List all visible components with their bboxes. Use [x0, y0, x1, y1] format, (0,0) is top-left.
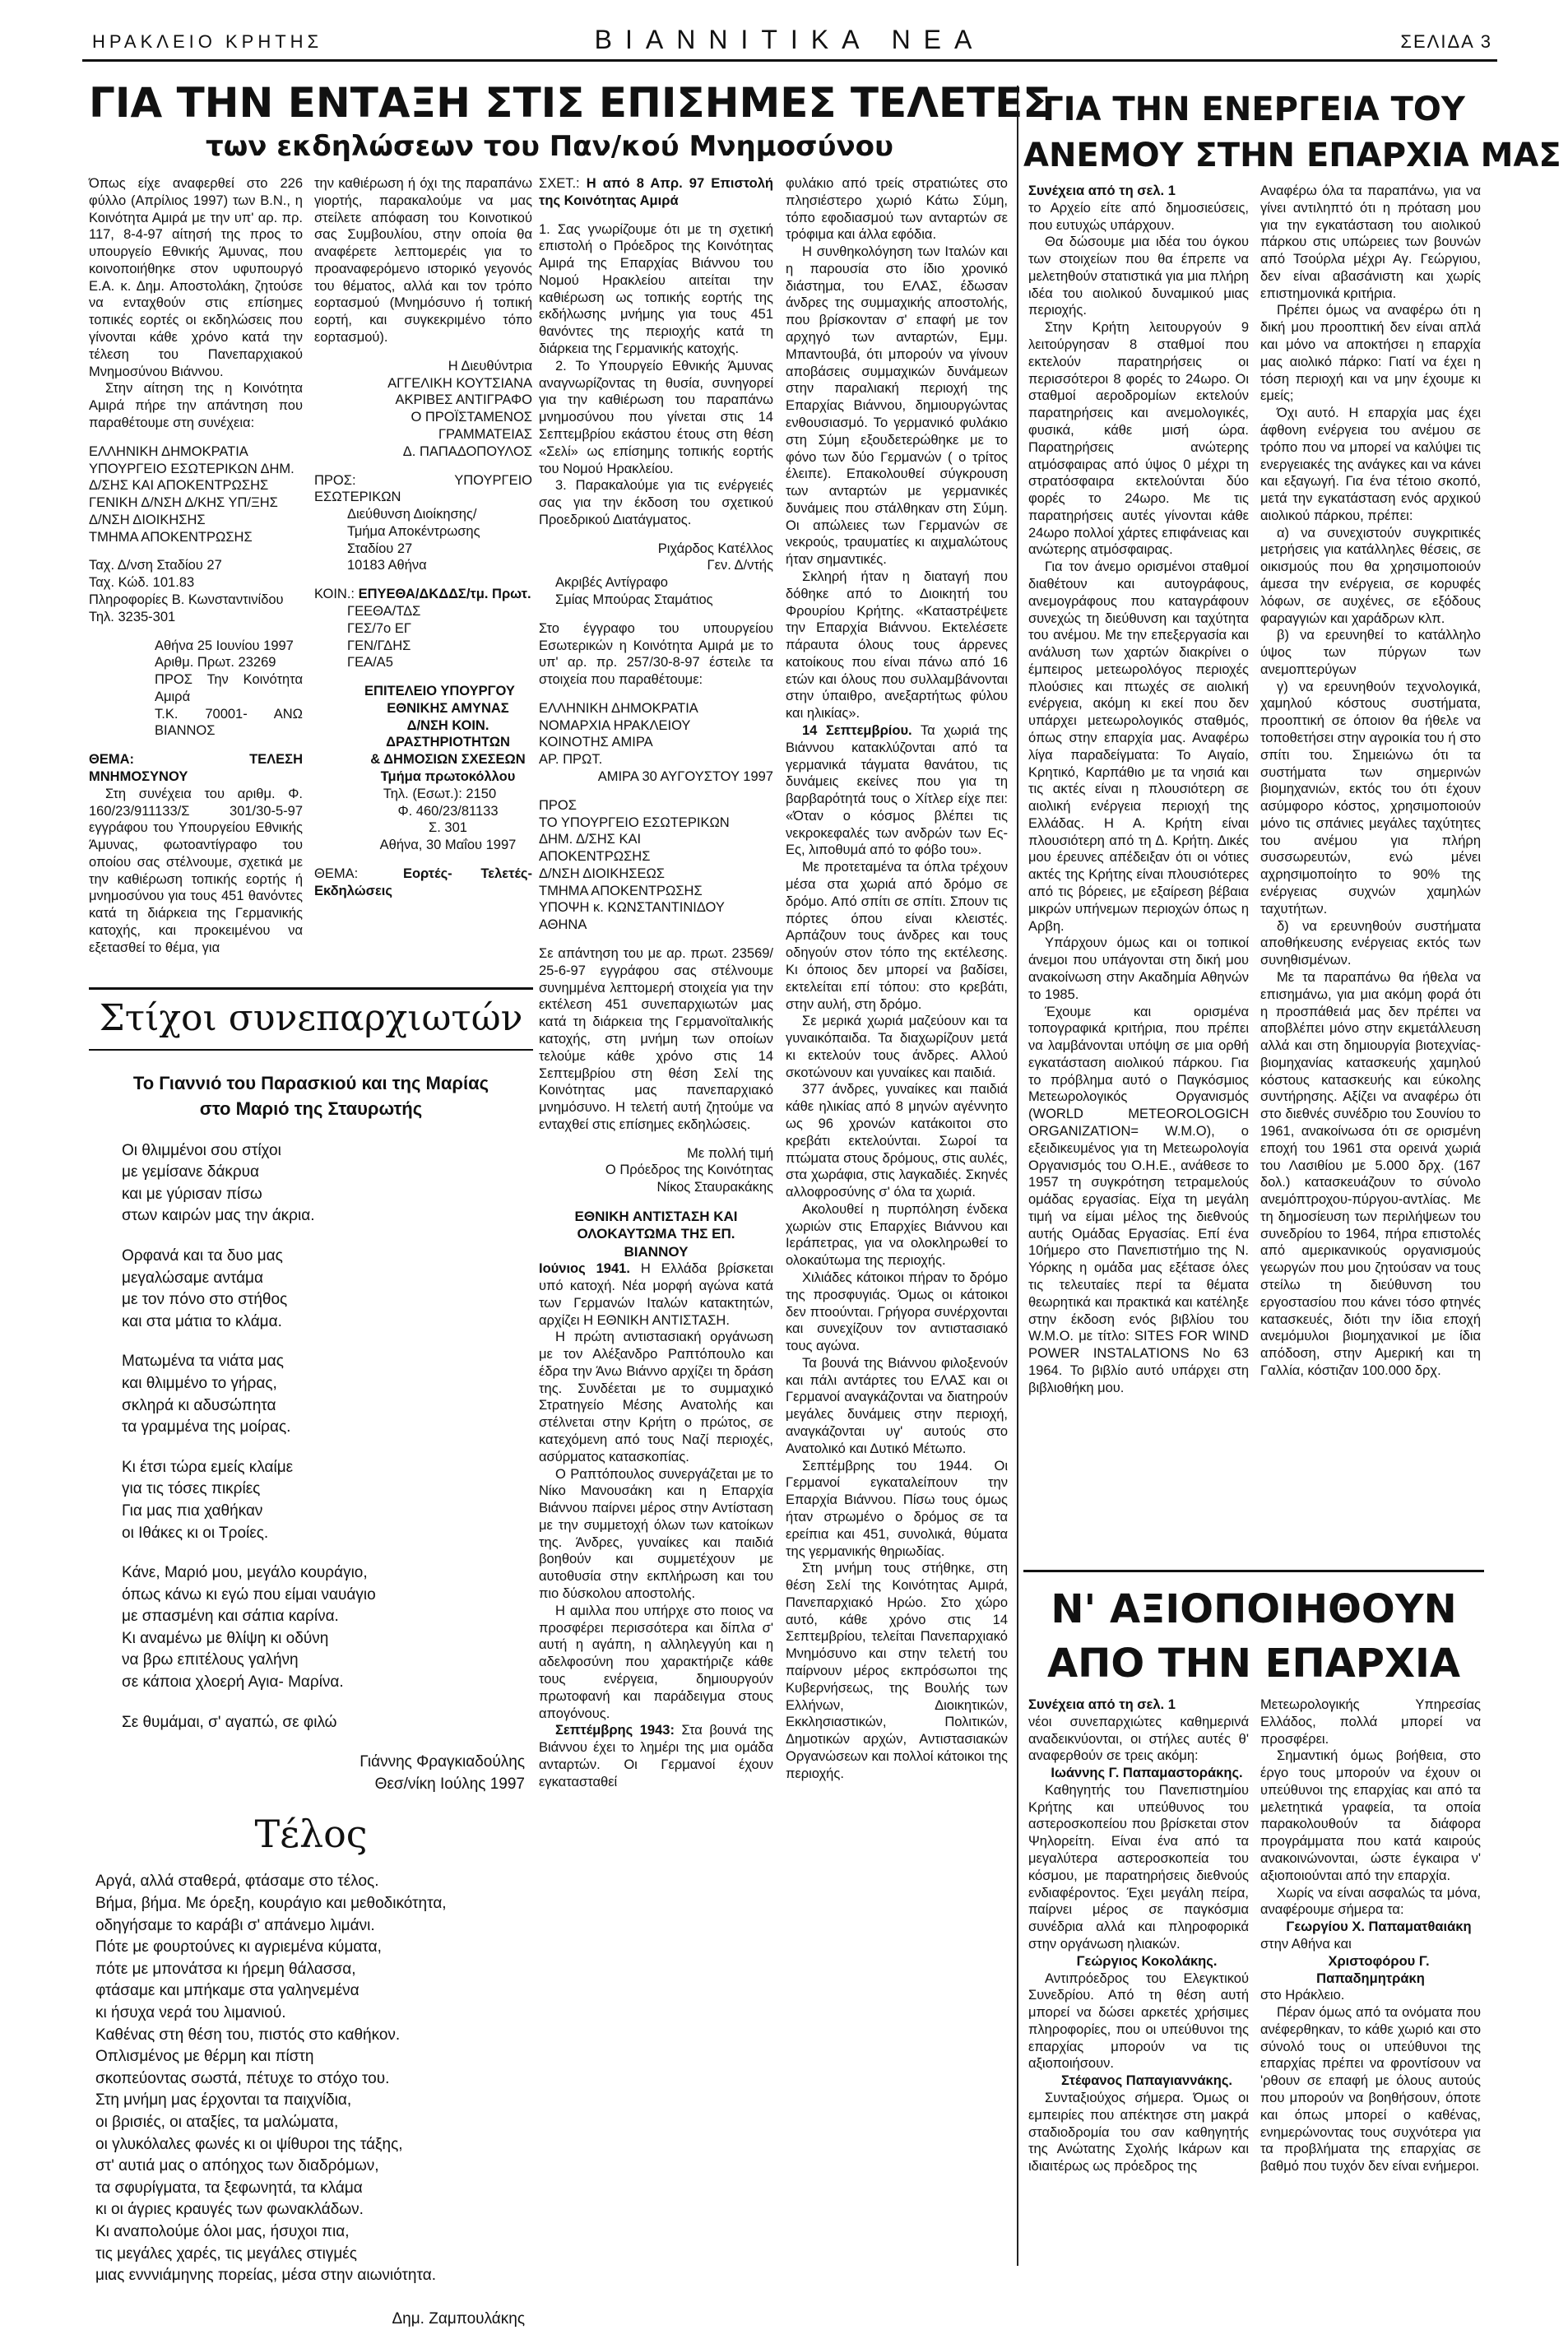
pros-line: ΥΠΟΨΗ κ. ΚΩΝΣΤΑΝΤΙΝΙΔΟΥ: [539, 900, 725, 916]
masthead-newspaper-title: ΒΙΑΝΝΙΤΙΚΑ ΝΕΑ: [594, 25, 986, 54]
article3-column-a: [1028, 1696, 1249, 2264]
date-line: Αθήνα 25 Ιουνίου 1997: [155, 638, 294, 653]
article3-paragraph: Σημαντική όμως βοήθεια, στο έργο τους μπορούν να έχουν οι υπεύθυνοι της επαρχίας και από τα μελετητικά γραφεία, τα οποία παρακολουθούν τα διάφορα προγράμματα που κατά καιρούς ανακοινώνονται, ώστε έγκαιρα ν' αξιοποιούνται από την επαρχία.: [1260, 1748, 1481, 1883]
poem-line: Κι αναπολούμε όλοι μας, ήσυχοι πια,: [95, 2222, 350, 2240]
poem-line: με τον πόνο στο στήθος: [122, 1291, 288, 1309]
article1-column-2: [314, 175, 532, 982]
poem-line: Κι αναμένω με θλίψη κι οδύνη: [122, 1629, 329, 1647]
article2-paragraph: Αναφέρω όλα τα παραπάνω, για να γίνει αντιληπτό ότι η πρόταση μου για την εγκατάσταση του αιολικού πάρκου στις υπώρειες των βουνών από Τσούρλα μέχρι Αγ. Γεώργιου, δεν είναι αβασάνιστη και χωρίς επιστημονικά κριτήρια.: [1260, 183, 1481, 301]
history-text: Τα χωριά της Βιάννου κατακλύζονται από τα γερμανικά τάγματα θανάτου, τις δυνάμεις εκείνες που για τη βαρβαρότητά τους ο Χίτλερ είχε πει: «Όταν ο κόσμος βλέπει τις νεκροκεφαλές των ανδρών των Ες- Ες, λιποθυμά από το φόβο του».: [786, 723, 1008, 858]
address-line: Τηλ. 3235-301: [89, 609, 176, 624]
address-line: Ταχ. Δ/νση Σταδίου 27: [89, 558, 222, 573]
pros-value: ΥΠΟΥΡΓΕΙΟ ΕΣΩΤΕΡΙΚΩΝ: [314, 472, 532, 505]
poem-stanza: [122, 1562, 533, 1694]
ministry-detail: Τηλ. (Εσωτ.): 2150: [383, 786, 497, 801]
poem-line: και με γύρισαν πίσω: [122, 1185, 262, 1203]
sxet-label: ΣΧΕΤ.:: [539, 176, 580, 191]
signature-line: Γεν. Δ/ντής: [707, 558, 773, 573]
thema-value: Εορτές- Τελετές- Εκδηλώσεις: [314, 866, 532, 898]
poem1-place-date: Θεσ/νίκη Ιούλης 1997: [374, 1775, 525, 1793]
person-name: Ιωάννης Γ. Παπαμαστοράκης.: [1051, 1766, 1243, 1781]
history-paragraph: Με προτεταμένα τα όπλα τρέχουν μέσα στα χωριά από δρόμο σε δρόμο. Από σπίτι σε σπίτι. Σπουν τις πόρτες όπου είναι κλειστές. Αρπάζουν τους άνδρες και τους οδηγούν στον τόπο της εκτέλεσης. Κι όποιος δεν μπορεί να βαδίσει, εκτελείται επί τόπου: στο κρεβάτι, στην αυλή, στη δρόμο.: [786, 860, 1008, 1012]
article2-paragraph: δ) να ερευνηθούν συστήματα αποθήκευσης ενέργειας εκτός των συνηθισμένων.: [1260, 918, 1481, 968]
signature-line: ΑΚΡΙΒΕΣ ΑΝΤΙΓΡΑΦΟ: [395, 392, 532, 408]
history-paragraph: Χιλιάδες κάτοικοι πήραν το δρόμο της προσφυγιάς. Όμως οι κάτοικοι δεν πτοούνται. Γρήγορα συνέρχονται και συνεχίζουν τον αντιστασιακό τους αγώνα.: [786, 1270, 1008, 1354]
letterhead-line: ΚΟΙΝΟΤΗΣ ΑΜΙΡΑ: [539, 735, 653, 750]
article2-paragraph: το Αρχείο είτε από δημοσιεύσεις, που ευτυχώς υπάρχουν.: [1028, 200, 1249, 233]
signature-line: Σμίας Μπούρας Σταμάτιος: [555, 592, 713, 607]
koin-item: ΓΕΝ/ΓΔΗΣ: [347, 638, 411, 653]
koin-item: ΓΕΕΘΑ/ΤΔΣ: [347, 603, 421, 619]
pros-line: ΤΜΗΜΑ ΑΠΟΚΕΝΤΡΩΣΗΣ: [539, 883, 703, 898]
address-line: Πληροφορίες Β. Κωνσταντινίδου: [89, 592, 284, 607]
subject-label: ΘΕΜΑ:: [89, 752, 134, 768]
person-name: Στέφανος Παπαγιαννάκης.: [1060, 2073, 1232, 2089]
article3-paragraph: Αντιπρόεδρος του Ελεγκτικού Συνεδρίου. Από τη θέση αυτή μπορεί να δώσει αρκετές χρήσιμες πληροφορίες, που οι υπεύθυνοι της επαρχίας μπορούν να τις αξιοποιήσουν.: [1028, 1970, 1249, 2072]
article3-title-line2: ΑΠΟ ΤΗΝ ΕΠΑΡΧΙΑ: [1047, 1641, 1460, 1687]
poem-line: Σε θυμάμαι, σ' αγαπώ, σε φιλώ: [122, 1713, 337, 1731]
ministry-line: Τμήμα πρωτοκόλλου: [380, 769, 516, 784]
sxet-value: Η από 8 Απρ. 97 Επιστολή της Κοινότητας Αμιρά: [539, 176, 773, 208]
article1-column-3: [539, 175, 773, 2257]
history-lead: Ιούνιος 1941.: [539, 1261, 630, 1277]
history-paragraph: Σε μερικά χωριά μαζεύουν και τα γυναικόπαιδα. Τα διαχωρίζουν μετά κι εκτελούν τους άνδρες. Αλλού σκοτώνουν και γυναίκες και παιδιά.: [786, 1014, 1008, 1080]
article3-paragraph: στην Αθήνα και: [1260, 1936, 1352, 1952]
poem-line: Ορφανά και τα δυο μας: [122, 1246, 283, 1265]
signature-line: Ακριβές Αντίγραφο: [555, 575, 668, 591]
ministry-line: ΔΡΑΣΤΗΡΙΟΤΗΤΩΝ: [386, 735, 510, 750]
article3-paragraph: Καθηγητής του Πανεπιστημίου Κρήτης και υπεύθυνος του αστεροσκοπείου που βρίσκεται στον Ψηλορείτη. Είναι ένα από τα μεγαλύτερα αστεροσκοπεία του κόσμου, με παρατηρήσεις διεθνούς ενδιαφέροντος. Έχει μεγάλη πείρα, παίρνει μέρος σε παγκόσμια συνέδρια αλλά και πληροφορικά στην οργάνωση ηλιακών.: [1028, 1782, 1249, 1952]
pros-address-line: Διεύθυνση Διοίκησης/: [347, 507, 477, 522]
signature-line: Ριχάρδος Κατέλλος: [657, 541, 773, 556]
date-line: ΑΜΙΡΑ 30 ΑΥΓΟΥΣΤΟΥ 1997: [597, 769, 773, 784]
pros-block: [539, 797, 773, 934]
poem-line: φτάσαμε και μπήκαμε στα γαληνεμένα: [95, 1982, 360, 2000]
poem-line: σε κάποια χλοερή Αγια- Μαρίνα.: [122, 1673, 344, 1692]
letterhead-line: ΤΜΗΜΑ ΑΠΟΚΕΝΤΡΩΣΗΣ: [89, 529, 253, 545]
article1-column-4: [786, 175, 1008, 2257]
masthead: [82, 26, 1497, 61]
poem-line: σκληρά κι αδυσώπητα: [122, 1396, 276, 1414]
article2-paragraph: γ) να ερευνηθούν τεχνολογικά, χαμηλού κόστους συστήματα, προοπτική σε όποιον θα ήθελε να τοποθετήσει στην αγροικία του ή στο σπίτι του. Σημειώνω ότι τα συστήματα των σημερινών βιομηχανιών, εκτός του ότι έχουν ασύμφορο κόστος, χρησιμοποιούν μόνο τις σπάνιες μεγάλες ταχύτητες του ανέμου για πλήρη συσσωρευτών, ενώ μένει αχρησιμοποίητο το 90% της ενέργειας συχνών χαμηλών ταχυτήτων.: [1260, 679, 1481, 917]
date-block: [89, 638, 303, 740]
article1-intro: Όπως είχε αναφερθεί στο 226 φύλλο (Απρίλιος 1997) των Β.Ν., η Κοινότητα Αμιρά με την υπ' αρ. πρ. 117, 8-4-97 αίτησή της προς το υπουργείο Εθνικής Άμυνας, που κοινοποιήθηκε στον υφυπουργό Ε.Α. κ. Δημ. Αποστολάκη, ζητούσε να ενταχθούν στις επίσημες τοπικές εορτές οι εκδηλώσεις που γίνονται κάθε χρόνο κατά την τέλεση του Πανεπαρχιακού Μνημοσύνου Βιάννου.: [89, 176, 303, 379]
date-line: ΠΡΟΣ Την Κοινότητα Αμιρά: [155, 672, 303, 704]
article3-column-b: [1260, 1696, 1481, 2264]
article1-paragraph: Σε απάντηση του με αρ. πρωτ. 23569/ 25-6-97 εγγράφου σας στέλνουμε συνημμένα λεπτομερή στοιχεία για την εκτέλεση 451 συνεπαρχιωτών μας κατά τη διάρκεια της Γερμανοϊταλικής κατοχής, στη μνήμη των οποίων τελούμε κάθε χρόνο στις 14 Σεπτεμβρίου στη θέση Σελί της Κοινότητας μας πανεπαρχιακό μνημόσυνο. Η τελετή αυτή ζητούμε να ενταχθεί στις επίσημες εκδηλώσεις.: [539, 946, 773, 1132]
letterhead-line: Δ/ΣΗΣ ΚΑΙ ΑΠΟΚΕΝΤΡΩΣΗΣ: [89, 478, 269, 494]
poem-line: οι Ιθάκες κι οι Τροίες.: [122, 1524, 269, 1542]
history-paragraph: 377 άνδρες, γυναίκες και παιδιά κάθε ηλικίας από 8 μηνών αγέννητο ως 96 χρονών κατάκοιτοι στο κρεβάτι εκτελούνται. Σωροί τα πτώματα στους δρόμους, στις αυλές, στα χωράφια, στις λαγκαδιές. Σκηνές αλλοφροσύνης σ' όλα τα χωριά.: [786, 1082, 1008, 1200]
article2-paragraph: Όχι αυτό. Η επαρχία μας έχει άφθονη ενέργεια του ανέμου σε τρόπο που να μπορεί να καλύψει τις ενεργειακές της ανάγκες και να κάνει και εξαγωγή. Για ένα τέτοιο σκοπό, μετά την εγκατάσταση ενός αρχικού αιολικού πάρκου, πρέπει:: [1260, 406, 1481, 523]
article3-paragraph: Χωρίς να είναι ασφαλώς τα μόνα, αναφέρουμε σήμερα τα:: [1260, 1885, 1481, 1918]
poem-line: κι ήσυχα νερά του λιμανιού.: [95, 2004, 286, 2021]
date-line: Αριθμ. Πρωτ. 23269: [155, 655, 276, 671]
signature-block: [314, 358, 532, 461]
poem2-author: Δημ. Ζαμπουλάκης: [392, 2309, 525, 2328]
pros-line: ΤΟ ΥΠΟΥΡΓΕΙΟ ΕΣΩΤΕΡΙΚΩΝ: [539, 815, 730, 830]
history-paragraph: Η πρώτη αντιστασιακή οργάνωση με τον Αλέξανδρο Ραπτόπουλο και έδρα την Άνω Βιάννο αρχίζει τη δράση της. Συνδέεται με το συμμαχικό Στρατηγείο Μέσης Ανατολής και στέλνεται στην Κρήτη ο πρώτος, σε κατεχόμενη από τους Ναζί περιοχές, ασύρματος κατασκοπίας.: [539, 1330, 773, 1464]
koin-list: [314, 603, 532, 671]
history-subheading: ΕΘΝΙΚΗ ΑΝΤΙΣΤΑΣΗ ΚΑΙ ΟΛΟΚΑΥΤΩΜΑ ΤΗΣ ΕΠ. ΒΙΑΝΝΟΥ: [574, 1208, 738, 1260]
pros-line: ΔΗΜ. Δ/ΣΗΣ ΚΑΙ: [539, 832, 642, 847]
poem-line: οι βρισιές, οι αταξίες, τα μαλώματα,: [95, 2113, 339, 2131]
poem2-body: [89, 1871, 533, 2286]
article1-title: ΓΙΑ ΤΗΝ ΕΝΤΑΞΗ ΣΤΙΣ ΕΠΙΣΗΜΕΣ ΤΕΛΕΤΕΣ: [89, 79, 1051, 127]
signature-line: ΓΡΑΜΜΑΤΕΙΑΣ: [438, 426, 532, 442]
column-divider: [1017, 86, 1018, 2266]
signature-line: Ο ΠΡΟΪΣΤΑΜΕΝΟΣ: [411, 410, 532, 425]
letterhead-block: [539, 700, 773, 786]
article2-paragraph: Πρέπει όμως να αναφέρω ότι η δική μου προοπτική δεν είναι απλά και μόνο να αποκτήσει η επαρχία μας αιολικό πάρκο: Γιατί να έχει η τόση περιοχή και να μην έχουμε κι εμείς;: [1260, 303, 1481, 404]
koin-label: ΚΟΙΝ.:: [314, 587, 355, 602]
poem-line: τα γραμμένα της μοίρας.: [122, 1418, 291, 1437]
poem-line: να βρω επιτέλους γαλήνη: [122, 1651, 299, 1669]
article1-paragraph: 2. Το Υπουργείο Εθνικής Άμυνας αναγνωρίζοντας τη θυσία, συνηγορεί για την καθιέρωση του παραπάνω μνημοσύνου που γίνεται στις 14 Σεπτεμβρίου εκάστου έτους στη θέση «Σελί» ως επίσημης τοπικής εορτής του Νομού Ηρακλείου.: [539, 358, 773, 476]
article2-paragraph: β) να ερευνηθεί το κατάλληλο ύψος των πύργων των ανεμοπτερύγων: [1260, 628, 1481, 677]
history-paragraph: Στη μνήμη τους στήθηκε, στη θέση Σελί της Κοινότητας Αμιρά, Πανεπαρχιακό Ηρώο. Στο χώρο αυτό, κάθε χρόνο στις 14 Σεπτεμβρίου, τελείται Πανεπαρχιακό Μνημόσυνο και στην τελετή του παίρνουν μέρος εκπρόσωποι της Κυβερνήσεως, της Βουλής των Ελλήνων, Διοικητικών, Εκκλησιαστικών, Πολιτικών, Δημοτικών αρχών, Αντιστασιακών Οργανώσεων και πολλοί κάτοικοι της περιοχής.: [786, 1561, 1008, 1781]
article2-paragraph: Για τον άνεμο ορισμένοι σταθμοί διαθέτουν και αυτογράφους, ανεμογράφους που καταγράφουν συνεχώς τη διεύθυνση και ταχύτητα του ανέμου. Με την επεξεργασία και ανάλυση των χαρτών διακρίνει ο έμπειρος μετεωρολόγος περιοχές πλούσιες και πτωχές σε αιολική ενέργεια, ακόμη κι εκεί που δεν υπάρχει μετεωρολογικός σταθμός, όπως στην επαρχία μας. Αναφέρω λίγα παραδείγματα: Το Αιγαίο, Κρητικό, Καρπάθιο με τα νησιά και τις ακτές είναι η πλουσιότερη σε αιολική ενέργεια περιοχή της Ελλάδας. Η Α. Κρήτη είναι πλουσιότερη από τη Δ. Κρήτη. Δικές μου έρευνες απέδειξαν ότι οι νότιες ακτές της Κρήτης είναι πλουσιότερες από τις βόρειες, με εξαίρεση βέβαια μικρών υπήνεμων περιοχών όπως η Αρβη.: [1028, 559, 1249, 934]
poems-section-title: Στίχοι συνεπαρχιωτών: [99, 997, 523, 1039]
article2-title-line1: ΓΙΑ ΤΗΝ ΕΝΕΡΓΕΙΑ ΤΟΥ: [1042, 91, 1465, 128]
poem-line: μιας ενννιάμηνης πορείας, μέσα στην αιωνιότητα.: [95, 2267, 437, 2285]
article1-paragraph: Στην αίτηση της η Κοινότητα Αμιρά πήρε την απάντηση που παραθέτουμε στη συνέχεια:: [89, 381, 303, 430]
ministry-letterhead: [314, 683, 532, 786]
poem1: [89, 1066, 533, 2328]
poem-line: Στη μνήμη μας έρχονται τα παιχνίδια,: [95, 2091, 352, 2110]
article1-paragraph: Στο έγγραφο του υπουργείου Εσωτερικών η Κοινότητα Αμιρά με το υπ' αρ. πρ. 257/30-8-97 έστειλε τα στοιχεία που παραθέτουμε:: [539, 620, 773, 688]
poem-line: τις μεγάλες χαρές, τις μεγάλες στιγμές: [95, 2244, 357, 2263]
person-name: Γεώργιος Κοκολάκης.: [1076, 1953, 1218, 1969]
poem-line: και στα μάτια το κλάμα.: [122, 1312, 282, 1330]
article1-letter-body: την καθιέρωση ή όχι της παραπάνω γιορτής, παρακαλούμε να μας στείλετε απόφαση του Κοινοτικού σας Συμβουλίου, στην οποία θα αναφέρετε λεπτομερέις για το προαναφερόμενο ιστορικό γεγονός του θέματος, αλλά και τον τρόπο εορτασμού (Μνημόσυνο ή τοπική εορτή, και συγκεκριμένο τόπο εορτασμού).: [314, 176, 532, 346]
poem-line: κι οι άγριες κραυγές των φωνακλάδων.: [95, 2201, 364, 2219]
ministry-line: ΕΠΙΤΕΛΕΙΟ ΥΠΟΥΡΓΟΥ: [364, 684, 515, 699]
continued-label: Συνέχεια από τη σελ. 1: [1028, 1697, 1176, 1712]
history-paragraph: Ο Ραπτόπουλος συνεργάζεται με το Νίκο Μανουσάκη και η Επαρχία Βιάννου παίρνει μέρος στην Αντίσταση με την συμμετοχή όλων των κατοίκων της. Άνδρες, γυναίκες και παιδιά βοηθούν και συμμετέχουν με αυτοθυσία στην εκπλήρωση και του πιο δύσκολου αποστολής.: [539, 1466, 773, 1602]
ministry-line: & ΔΗΜΟΣΙΩΝ ΣΧΕΣΕΩΝ: [370, 752, 526, 768]
poem-line: για τις τόσες πικρίες: [122, 1480, 261, 1498]
poem-line: Για μας πια χαθήκαν: [122, 1502, 263, 1520]
history-paragraph: Τα βουνά της Βιάννου φιλοξενούν και πάλι αντάρτες του ΕΛΑΣ και οι Γερμανοί αναγκάζονται να διατηρούν μεγάλες δυνάμεις στην περιοχή, αναγκάζονται υγ' αυτούς στο Ανατολικό και Δυτικό Μέτωπο.: [786, 1355, 1008, 1456]
history-text: Στα βουνά της Βιάννου έχει το λημέρι της μια ομάδα ανταρτών. Οι Γερμανοί έχουν εγκατασταθεί: [539, 1723, 773, 1789]
masthead-page-number: ΣΕΛΙΔΑ 3: [1400, 31, 1492, 52]
poem-line: με γεμίσανε δάκρυα: [122, 1163, 260, 1181]
ministry-detail: Αθήνα, 30 Μαΐου 1997: [379, 838, 517, 853]
continued-label: Συνέχεια από τη σελ. 1: [1028, 183, 1176, 198]
article2-paragraph: Στην Κρήτη λειτουργούν 9 λειτούργησαν 8 σταθμοί που εκτελούν παρατηρήσεις οι περισσότεροι 8 φορές το 24ωρο. Οι σταθμοί αεροδρομίων εκτελούν παρατηρήσεις και ανεμολογικές, φυσικά, κάθε μισή ώρα. Παρατηρήσεις ανώτερης ατμόσφαιρας από ύψος 0 μέχρι τη στρατόσφαιρα εκτελούνται δύο φορές το 24ωρο. Με τις παρατηρήσεις αυτές γίνονται κάθε 24ωρο πολλοί χάρτες επιφάνειας και ανώτερης ατμόσφαιρας.: [1028, 320, 1249, 558]
pros-address-line: 10183 Αθήνα: [347, 558, 427, 573]
pros-line: ΑΠΟΚΕΝΤΡΩΣΗΣ: [539, 849, 651, 865]
article2-column-b: [1260, 183, 1481, 1557]
koin-item: ΓΕΣ/7ο ΕΓ: [347, 620, 411, 636]
article1-paragraph: 3. Παρακαλούμε για τις ενέργειές σας για την έκδοση του σχετικού Προεδρικού Διατάγματος.: [539, 478, 773, 527]
history-paragraph: Σκληρή ήταν η διαταγή που δόθηκε από το Διοικητή του Φρουρίου Κρήτης. «Καταστρέψετε την Επαρχία Βιάννου. Εκτελέσετε πάραυτα όλους τους άρρενες κατοίκους που είναι πάνω από 16 ετών και όλους που συλλαμβάνονται στην ύπαιθρο, ανεξαρτήτως φύλου και ηλικίας».: [786, 569, 1008, 722]
closing-line: Με πολλή τιμή: [687, 1145, 773, 1161]
letterhead-line: ΕΛΛΗΝΙΚΗ ΔΗΜΟΚΡΑΤΙΑ: [89, 443, 248, 459]
article1-subtitle: των εκδηλώσεων του Παν/κού Μνημοσύνου: [206, 130, 893, 163]
poem-stanza: [122, 1246, 533, 1333]
poem-line: Βήμα, βήμα. Με όρεξη, κουράγιο και μεθοδικότητα,: [95, 1895, 447, 1913]
masthead-location: ΗΡΑΚΛΕΙΟ ΚΡΗΤΗΣ: [92, 31, 323, 52]
closing-line: Ο Πρόεδρος της Κοινότητας: [605, 1163, 773, 1178]
poem-line: Καθένας στη θέση του, πιστός στο καθήκον.: [95, 2026, 401, 2044]
poems-rule: [89, 987, 533, 990]
poem-line: Οι θλιμμένοι σου στίχοι: [122, 1141, 281, 1159]
poem-line: Αργά, αλλά σταθερά, φτάσαμε στο τέλος.: [95, 1873, 379, 1891]
pros-label: ΠΡΟΣ:: [314, 472, 356, 488]
pros-line: Δ/ΝΣΗ ΔΙΟΙΚΗΣΕΩΣ: [539, 866, 665, 881]
article2-paragraph: Θα δώσουμε μια ιδέα του όγκου των στοιχείων που θα έπρεπε να μελετηθούν στατιστικά για μια πλήρη ιδέα του αιολικού δυναμικού μιας περιοχής.: [1028, 234, 1249, 318]
article2-paragraph: α) να συνεχιστούν συγκριτικές μετρήσεις για κατάλληλες θέσεις, σε οικισμούς που θα χρησιμοποιούν άμεσα την ενέργεια, σε κορυφές λόφων, σε αυχένες, σε εξόδους φαραγγιών και χαράδρων κλπ.: [1260, 525, 1481, 626]
article1-letter-body: Στη συνέχεια του αριθμ. Φ. 160/23/911133/Σ 301/30-5-97 εγγράφου του Υπουργείου Εθνικής Άμυνας, φωτοαντίγραφο του οποίου σας στέλνουμε, σχετικά με την καθιέρωση τοπικής εορτής ή μνημοσύνου για τους 451 θανόντες κατά τη διάρκεια της Γερμανικής κατοχής, και προκειμένου να εξετασθεί το θέμα, για: [89, 786, 303, 955]
poem-line: όπως κάνω κι εγώ που είμαι ναυάγιο: [122, 1585, 376, 1604]
pros-line: ΑΘΗΝΑ: [539, 917, 587, 933]
closing-line: Νίκος Σταυρακάκης: [656, 1180, 773, 1195]
article3-title-line1: Ν' ΑΞΙΟΠΟΙΗΘΟΥΝ: [1051, 1586, 1457, 1632]
letterhead-line: ΑΡ. ΠΡΩΤ.: [539, 752, 603, 768]
masthead-rule: [82, 59, 1497, 62]
poem-line: και θλιμμένο το γήρας,: [122, 1374, 277, 1392]
poem-line: πότε με μπονάτσα κι ήρεμη θάλασσα,: [95, 1960, 356, 1978]
article2-paragraph: Με τα παραπάνω θα ήθελα να επισημάνω, για μια ακόμη φορά ότι η προσπάθειά μας δεν πρέπει να αποβλέπει μόνο στην εκμετάλλευση αλλά και στη δημιουργία βιοτεχνίας- βιομηχανίας κατασκευής χαμηλού κόστους κατασκευής και εύκολης συντήρησης. Αξίζει να αναφέρω ότι στο διεθνές συνέδριο του Σουνίου το 1961, ανακοίνωσα ότι σε ορισμένη εποχή του 1961 στα ορεινά χωριά του Λασιθίου με 5.000 δρχ. (167 δολ.) κατασκευάζουν το σύνολο ανεμόπτροχου-πύργου-αντλίας. Με τη δημοσίευση των περιλήψεων του συνεδρίου το 1964, πήρα επιστολές από αμερικανικούς οργανισμούς γεωργών που μου ζητούσαν να τους στείλω τη διεύθυνση του εργοστασίου που κάνει τόσο φτηνές κατασκευές, διότι την ίδια εποχή ανεμόμυλοι βιομηχανικοί με ίδια απόδοση, στην Αμερική και τη Γαλλία, κόστιζαν 100.000 δρχ.: [1260, 969, 1481, 1378]
ministry-line: ΕΘΝΙΚΗΣ ΑΜΥΝΑΣ: [387, 700, 509, 716]
poem-line: στων καιρών μας την άκρια.: [122, 1207, 315, 1225]
poem-stanza: [122, 1712, 533, 1734]
ministry-line: Δ/ΝΣΗ ΚΟΙΝ.: [406, 717, 489, 733]
ministry-details: [314, 786, 532, 854]
poem-line: οι γλυκόλαλες φωνές κι οι ψίθυροι της τάξης,: [95, 2135, 403, 2153]
poem1-title: Το Γιαννιό του Παρασκιού και της Μαρίας στο Μαριό της Σταυρωτής: [132, 1073, 489, 1119]
date-line: Τ.Κ. 70001- ΑΝΩ ΒΙΑΝΝΟΣ: [155, 706, 303, 739]
pros-address: [314, 506, 532, 574]
signature-line: Η Διευθύντρια: [448, 358, 532, 374]
article3-rule: [1023, 1570, 1484, 1572]
poem-line: Πότε με φουρτούνες κι αγριεμένα κύματα,: [95, 1938, 382, 1956]
history-paragraph: φυλάκιο από τρείς στρατιώτες στο πλησιέστερο χωριό Κάτω Σύμη, τόπο εφοδιασμού των ανταρτών σε τρόφιμα και άλλα εφόδια.: [786, 176, 1008, 243]
pros-address-line: Τμήμα Αποκέντρωσης: [347, 523, 480, 539]
koin-value: ΕΠΥΕΘΑ/ΔΚΔΔΣ/τμ. Πρωτ.: [358, 587, 531, 602]
address-block: [89, 557, 303, 625]
history-paragraph: Ακολουθεί η πυρπόληση ένδεκα χωριών στις Επαρχίες Βιάννου και Ιεράπετρας, για να ολοκληρωθεί το ολοκαύτωμα της περιοχής.: [786, 1201, 1008, 1269]
person-name: Χριστοφόρου Γ. Παπαδημητράκη: [1316, 1953, 1430, 1986]
poem-line: τα σφυρίγματα, τα ξεφωνητά, τα κλάμα: [95, 2179, 363, 2197]
history-lead: Σεπτέμβρης 1943:: [555, 1723, 675, 1738]
poem-line: οδηγήσαμε το καράβι σ' απάνεμο λιμάνι.: [95, 1916, 375, 1934]
poem1-author: Γιάννης Φραγκιαδούλης: [360, 1753, 525, 1771]
history-paragraph: Η συνθηκολόγηση των Ιταλών και η παρουσία στο ίδιο χρονικό διάστημα, του ΕΛΑΣ, έδωσαν άνδρες της συμμαχικής αποστολής, που βρίσκονταν σ' επαφή με τον αρχηγό των ανταρτών, Εμμ. Μπαντουβά, ότι μπορούν να γίνουν αποβάσεις συμμαχικών δυνάμεων στην παραλιακή περιοχή της Επαρχίας Βιάννου, δημιουργώντας ενθουσιασμό. Το γερμανικό φυλάκιο στη Σύμη εξουδετερώθηκε με το φόνο των δύο Γερμανών ( ο τρίτος έλειπε). Επακολουθεί σύγκρουση των ανταρτών με γερμανικές δυνάμεις που στάλθηκαν στη Σύμη. Οι απώλειες των Γερμανών σε νεκρούς, τραυματίες κι αιχμαλώτους ήταν σημαντικές.: [786, 244, 1008, 568]
article2-column-a: [1028, 183, 1249, 1557]
pros-line: ΠΡΟΣ: [539, 797, 577, 813]
letterhead-line: ΥΠΟΥΡΓΕΙΟ ΕΣΩΤΕΡΙΚΩΝ ΔΗΜ.: [89, 461, 295, 476]
history-lead: 14 Σεπτεμβρίου.: [802, 723, 912, 738]
article3-paragraph: Μετεωρολογικής Υπηρεσίας Ελλάδος, πολλά μπορεί να προσφέρει.: [1260, 1697, 1481, 1747]
article1-column-1: [89, 175, 303, 982]
ministry-detail: Σ. 301: [429, 820, 467, 836]
article3-paragraph: Πέραν όμως από τα ονόματα που ανέφερθηκαν, το κάθε χωριό και στο σύνολό τους οι υπεύθυνοι της επαρχίας πρέπει να φροντίσουν να 'ρθουν σε επαφή με όλους αυτούς που μπορούν να βοηθήσουν, όποτε και όπως μπορεί ο καθένας, ενημερώνοντας τους συχνότερα για τα προβλήματα της επαρχίας σε βαθμό που τυχόν δεν είναι ενήμεροι.: [1260, 2005, 1481, 2175]
poem-stanza: [122, 1351, 533, 1438]
article2-paragraph: Έχουμε και ορισμένα τοπογραφικά κριτήρια, που πρέπει να λαμβάνονται υπόψη σε μια ορθή εγκατάσταση αιολικού πάρκου. Για το πρόβλημα αυτό ο Παγκόσμιος Μετεωρολογικός Οργανισμός (WORLD METEOROLOGICH ORGANIZATION= W.M.O), ο εξειδικευμένος για τη Μετεωρολογία Οργανισμός του Ο.Η.Ε., ανάθεσε το 1957 τη συγκρότηση τετραμελούς ομάδας εργασίας. Είχα τη μεγάλη τιμή να είμαι μέλος της διεθνούς αυτής Ομάδας Εργασίας. Επί ένα 10ήμερο στο Πανεπιστήμιο της Ν. Υόρκης η ομάδα μας εξέτασε όλες τις τελευταίες περί τα θέματα θεωρητικά και πρακτικά και κατέληξε στην έκδοση ενός βιβλίου του W.M.O. με τίτλο: SITES FOR WIND POWER INSTALATIONS No 63 1964. Το βιβλίο αυτό υπάρχει στη βιβλιοθήκη μου.: [1028, 1004, 1249, 1395]
pros-address-line: Σταδίου 27: [347, 541, 413, 556]
letterhead-line: ΝΟΜΑΡΧΙΑ ΗΡΑΚΛΕΙΟΥ: [539, 717, 691, 733]
letterhead-line: ΓΕΝΙΚΗ Δ/ΝΣΗ Δ/ΚΗΣ ΥΠ/ΞΗΣ: [89, 495, 278, 511]
article3-paragraph: νέοι συνεπαρχιώτες καθημερινά αναδεικνύονται, οι στήλες αυτές θ' αναφερθούν σε τρεις ακόμη:: [1028, 1714, 1249, 1764]
person-name: Γεωργίου Χ. Παπαματθαιάκη: [1286, 1919, 1472, 1935]
signature-block: [539, 541, 773, 609]
history-paragraph: Σεπτέμβρης του 1944. Οι Γερμανοί εγκαταλείπουν την Επαρχία Βιάννου. Πίσω τους όμως ήταν στρωμένο ο δρόμος σε τα ερείπια και 451, συνολικά, θύματα της γερμανικής θηριωδίας.: [786, 1458, 1008, 1559]
signature-line: Δ. ΠΑΠΑΔΟΠΟΥΛΟΣ: [402, 443, 532, 459]
koin-item: ΓΕΑ/Α5: [347, 655, 393, 671]
subject-value: ΤΕΛΕΣΗ ΜΝΗΜΟΣΥΝΟΥ: [89, 752, 303, 784]
article2-paragraph: Υπάρχουν όμως και οι τοπικοί άνεμοι που υπάγονται στη δική μου ανακοίνωση στην Ακαδημία Αθηνών το 1985.: [1028, 935, 1249, 1002]
ministry-detail: Φ. 460/23/81133: [397, 803, 499, 819]
article1-paragraph: 1. Σας γνωρίζουμε ότι με τη σχετική επιστολή ο Πρόεδρος της Κοινότητας Αμιρά της Επαρχίας Βιάννου του Νομού Ηρακλείου αιτείται την καθιέρωση ως τοπικής εορτής της εκδήλωσης μνήμης για τους 451 θανόντες της περιοχής κατά τη διάρκεια της Γερμανικής κατοχής.: [539, 221, 773, 357]
article3-paragraph: Συνταξιούχος σήμερα. Όμως οι εμπειρίες που απέκτησε στη μακρά σταδιοδρομία του σαν καθηγητής της Ανώτατης Σχολής Ικάρων και ιδιαιτέρως ως πρόεδρος της: [1028, 2090, 1249, 2175]
poem-line: Κάνε, Μαριό μου, μεγάλο κουράγιο,: [122, 1564, 368, 1582]
poem-line: Κι έτσι τώρα εμείς κλαίμε: [122, 1458, 294, 1476]
address-line: Ταχ. Κώδ. 101.83: [89, 575, 195, 591]
poem-line: με σπασμένη και σάπια καρίνα.: [122, 1608, 339, 1626]
poem1-body: [89, 1140, 533, 1734]
poem-line: Οπλισμένος με θέρμη και πίστη: [95, 2048, 314, 2066]
poem-line: σκοπεύοντας σωστά, πέτυχε το στόχο του.: [95, 2069, 390, 2087]
history-text: Η Ελλάδα βρίσκεται υπό κατοχή. Νέα μορφή αγώνα κατά των Γερμανών Ιταλών κατακτητών, αρχίζει Η ΕΘΝΙΚΗ ΑΝΤΙΣΤΑΣΗ.: [539, 1261, 773, 1328]
poem-stanza: [122, 1140, 533, 1228]
letterhead-block: [89, 443, 303, 546]
letterhead-line: ΕΛΛΗΝΙΚΗ ΔΗΜΟΚΡΑΤΙΑ: [539, 700, 698, 716]
poem2-title: Τέλος: [254, 1812, 368, 1857]
poem-line: στ' αυτιά μας ο απόηχος των διαδρόμων,: [95, 2157, 379, 2175]
thema-label: ΘΕΜΑ:: [314, 866, 359, 881]
poem-line: Ματωμένα τα νιάτα μας: [122, 1353, 284, 1371]
signature-line: ΑΓΓΕΛΙΚΗ ΚΟΥΤΣΙΑΝΑ: [387, 375, 532, 391]
poem-line: μεγαλώσαμε αντάμα: [122, 1269, 263, 1287]
article2-title-line2: ΑΝΕΜΟΥ ΣΤΗΝ ΕΠΑΡΧΙΑ ΜΑΣ: [1023, 137, 1561, 174]
history-paragraph: Η αμιλλα που υπήρχε στο ποιος να προσφέρει περισσότερα και δίπλα σ' αυτή η αγάπη, η αλληλεγγύη και η αδελφοσύνη που χαρακτήριζε κάθε τους ενέργεια, δημιουργούν πρωτοφανή και παράδειγμα στους απογόνους.: [539, 1603, 773, 1721]
poem-stanza: [122, 1457, 533, 1544]
letterhead-line: Δ/ΝΣΗ ΔΙΟΙΚΗΣΗΣ: [89, 512, 206, 527]
poems-title-rule: [89, 1049, 533, 1051]
article3-paragraph: στο Ηράκλειο.: [1260, 1988, 1345, 2003]
